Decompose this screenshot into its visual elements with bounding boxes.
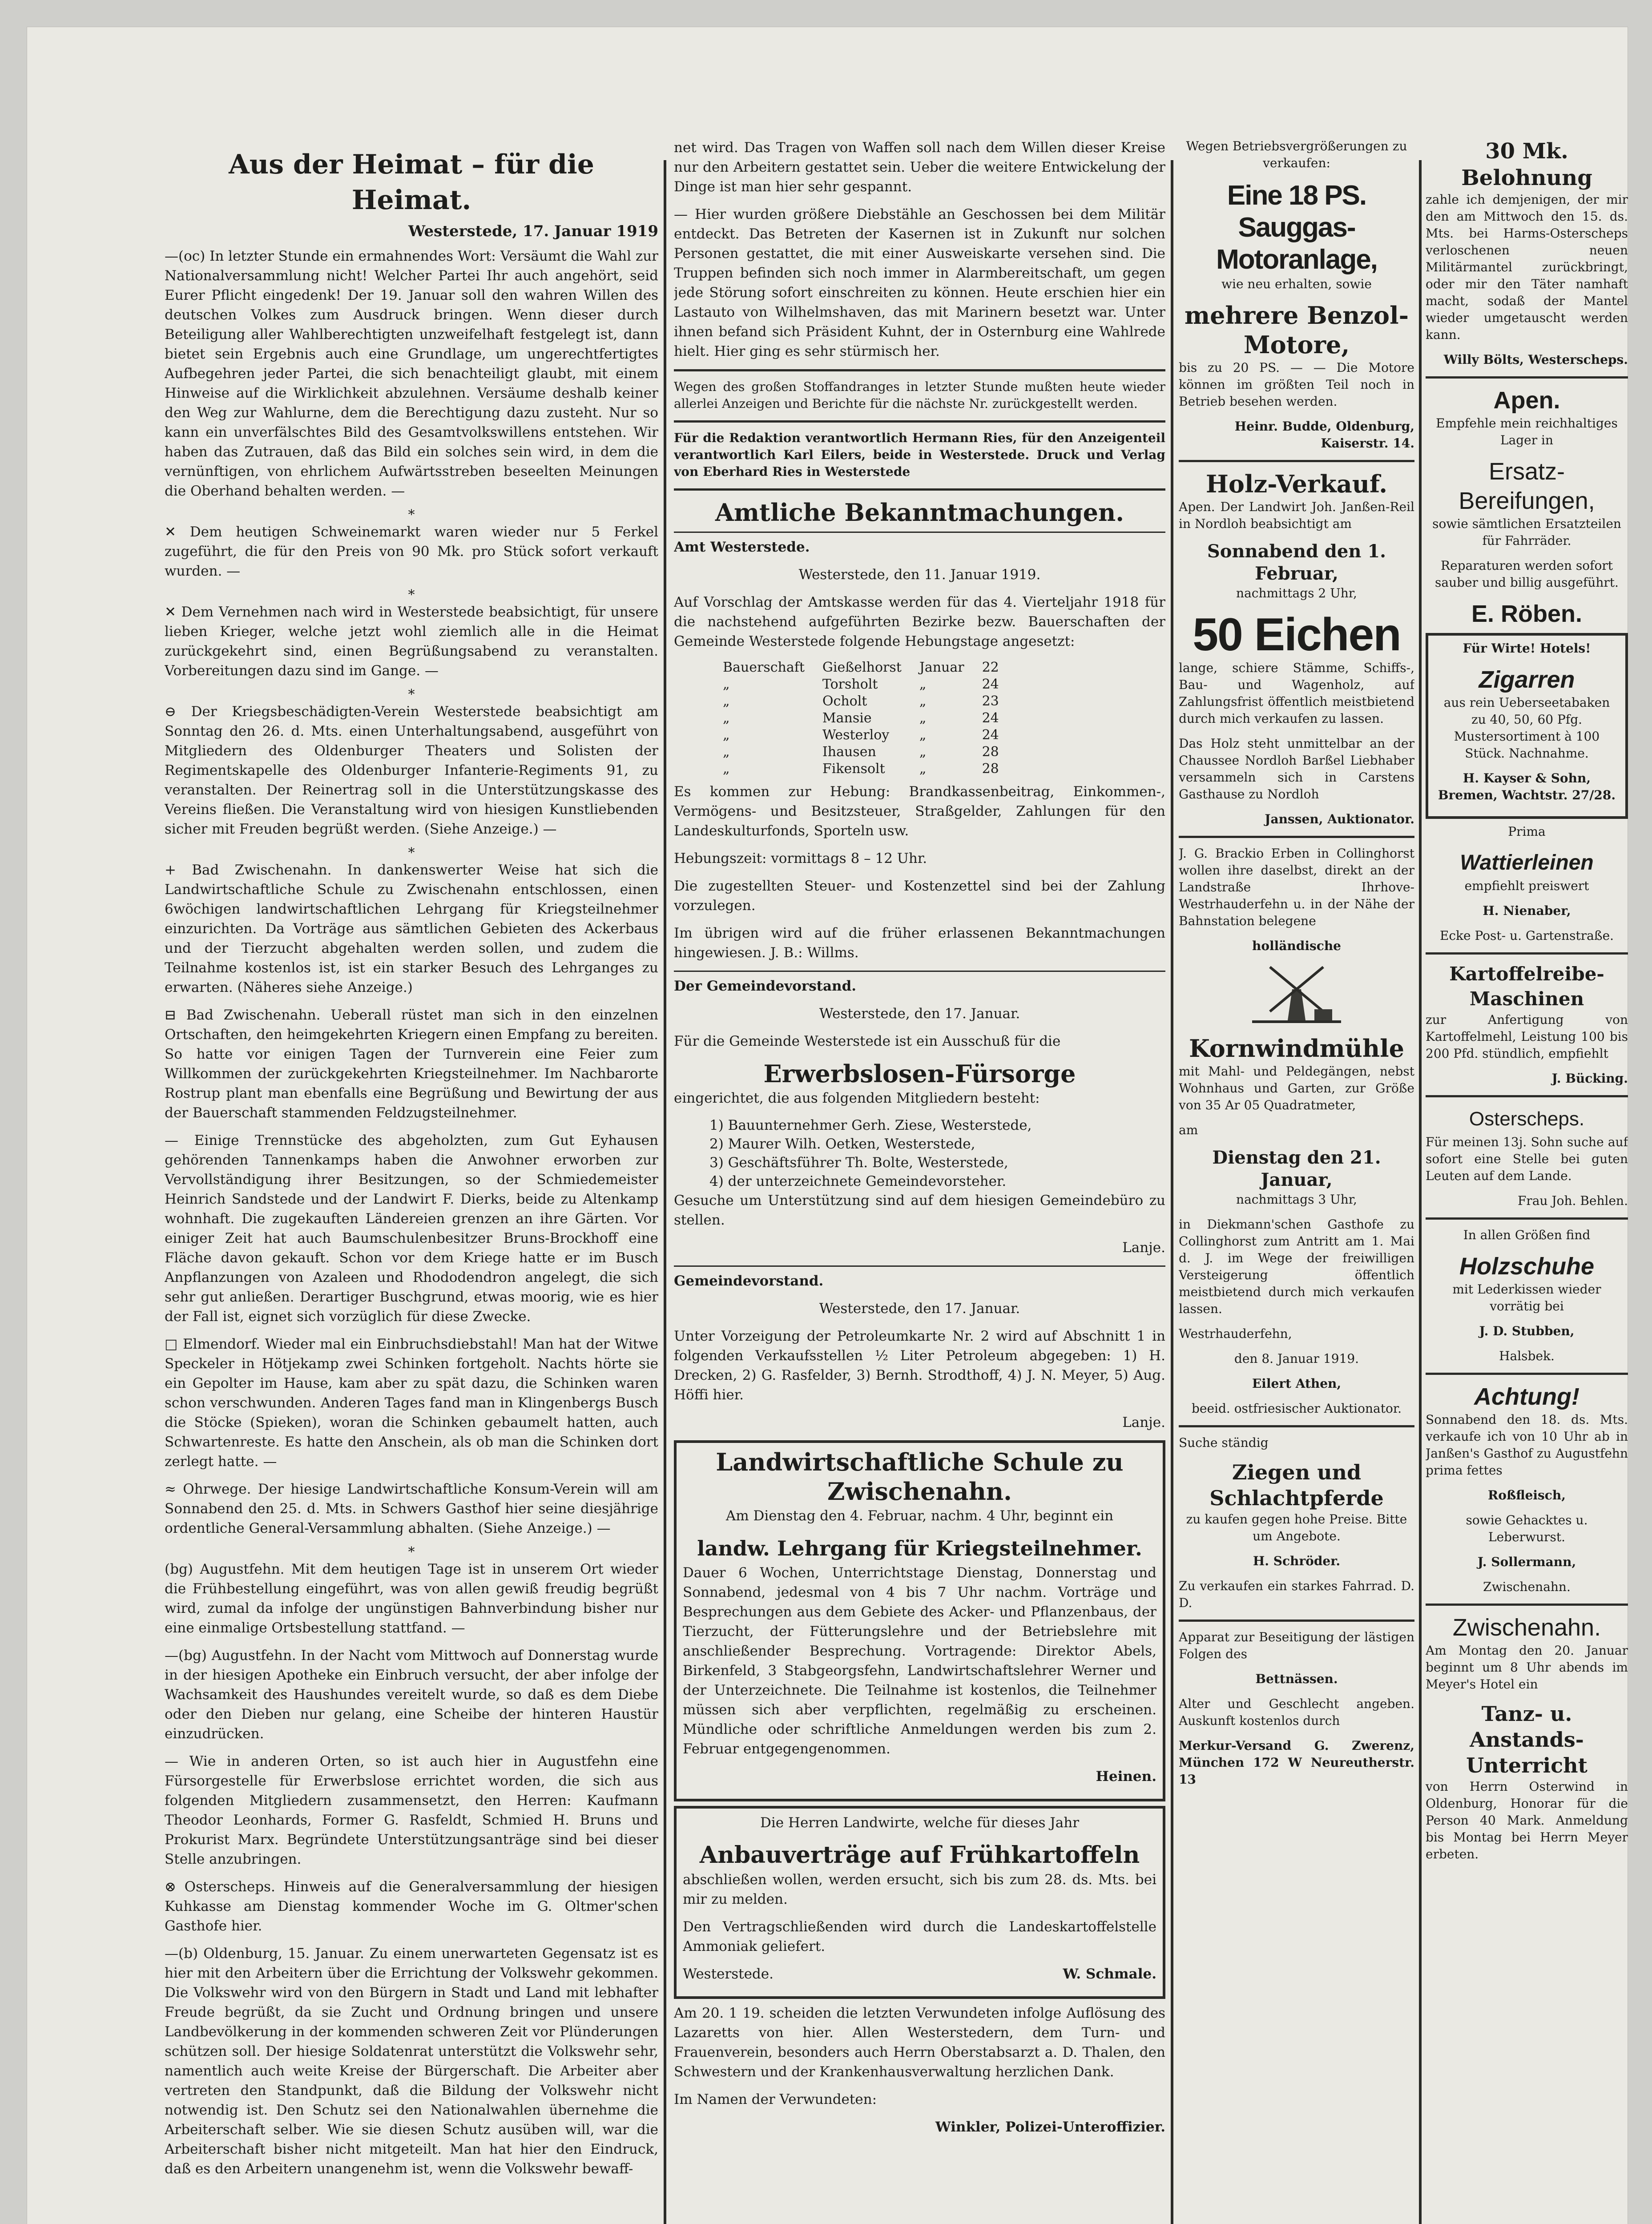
ad-signature: H. Kayser & Sohn, Bremen, Wachtstr. 27/28. — [1438, 771, 1616, 802]
news-paragraph: —(oc) In letzter Stunde ein ermahnendes Wort: Versäumt die Wahl zur Nationalversammlung nicht! Welcher Partei Ihr auch angehört, seid Eurer Pflicht eingedenk! Der 19. Januar soll den wahren Willen des deutschen Volkes zum Ausdruck bringen. Wenn dieser durch Beteiligung aller Wahlberechtigten unzweifelhaft festgelegt ist, dann bietet sein Ergebnis auch eine Grundlage, um ungerechtfertigtes Aufbegehren jeder Partei, die sich benachteiligt glaubt, mit einem Hinweise auf die Wirklichkeit abzulehnen. Versäume deshalb keiner den Weg zur Wahlurne, dem die Berechtigung dazu zusteht. Nur so kann ein unverfälschtes Bild des Gesamtvolkswillens entstehen. Wir haben das Zutrauen, daß das Bild ein solches sein wird, in dem die vernünftigen, von ehrlichem Aufwärtsstreben beseelten Meinungen die Oberhand behalten werden. — — [165, 248, 658, 499]
divider — [674, 532, 1165, 533]
ad-title: Zigarren — [1479, 666, 1575, 693]
ad-signature: J. D. Stubben, — [1479, 1324, 1575, 1338]
school-ad — [674, 1440, 1165, 1801]
ad-signature: J. Sollermann, — [1477, 1555, 1576, 1569]
divider — [674, 369, 1165, 371]
ad-text: Empfehle mein reichhaltiges Lager in — [1436, 416, 1618, 447]
ad-text: Westrhauderfehn, — [1179, 1326, 1292, 1341]
ad-title: Ersatz-Bereifungen, — [1459, 458, 1595, 514]
ad-text: mit Lederkissen wieder vorrätig bei — [1452, 1282, 1601, 1313]
divider — [674, 971, 1165, 972]
ad-text: Roßfleisch, — [1488, 1488, 1566, 1503]
newspaper-page — [27, 27, 1628, 2224]
ad-title: Holzschuhe — [1459, 1253, 1595, 1280]
list-item: 1) Bauunternehmer Gerh. Ziese, Westerstede, — [709, 1117, 1032, 1133]
divider — [1179, 1425, 1414, 1427]
news-paragraph: ✕ Dem Vernehmen nach wird in Westerstede beabsichtigt, für unsere lieben Krieger, welche jetzt wohl ziemlich alle in die Heimat zurückgekehrt sind, einen Begrüßungsabend zu veranstalten. Vorbereitungen dazu sind im Gange. — — [165, 604, 658, 679]
notice-text: Auf Vorschlag der Amtskasse werden für das 4. Vierteljahr 1918 für die nachstehend aufgeführten Bezirke bezw. Bauerschaften der Gemeinde Westerstede folgende Hebungstage angesetzt: — [674, 594, 1165, 649]
news-paragraph: net wird. Das Tragen von Waffen soll nach dem Willen dieser Kreise nur den Arbeitern gestattet sein. Ueber die weitere Entwickelung der Dinge ist man hier sehr gespannt. — [674, 140, 1165, 195]
divider — [1426, 1604, 1628, 1606]
divider — [1426, 952, 1628, 955]
table-row: „ Westerloy „ 24 — [723, 727, 999, 743]
news-paragraph: —(b) Oldenburg, 15. Januar. Zu einem unerwarteten Gegensatz ist es hier mit den Arbeitern über die Errichtung der Volkswehr gekommen. Die Volkswehr wird von den Bürgern in Stadt und Land mit lebhafter Freude begrüßt, da sie Zucht und Ordnung bringen und unsere Landbevölkerung in der kommenden schweren Zeit vor Plünderungen schützen soll. Der hiesige Soldatenrat unterstützt die Volkswehr sehr, namentlich auch weite Kreise der Bürgerschaft. Die Arbeiter aber vertreten den Standpunkt, daß die Bildung der Volkswehr nicht notwendig ist. Den Schutz sei den Nationalwahlen übernehme die Arbeiterschaft selber. Wie sie diesen Schutz ausüben will, war die Arbeiterschaft bisher nicht mitgeteilt. Man hat hier den Eindruck, daß es den Arbeitern unangenehm ist, wenn die Volkswehr bewaff- — [165, 1946, 658, 2177]
notice-text: Gesuche um Unterstützung sind auf dem hiesigen Gemeindebüro zu stellen. — [674, 1193, 1165, 1228]
ad-title: landw. Lehrgang für Kriegsteilnehmer. — [697, 1536, 1142, 1560]
ad-title: Tanz- u. Anstands-Unterricht — [1466, 1702, 1588, 1777]
ad-text: Die Herren Landwirte, welche für dieses Jahr — [760, 1815, 1080, 1831]
ad-text: Dauer 6 Wochen, Unterrichtstage Dienstag, Donnerstag und Sonnabend, jedesmal von 4 bis 7 Uhr nachm. Vorträge und Besprechungen aus dem Gebiete des Acker- und Pflanzenbaus, der Tierzucht, der Fütterungslehre und der Betriebslehre mit anschließender Besprechung. Vortragende: Direktor Abels, Birkenfeld, 3 Stabgeorgsfehn, Landwirtschaftslehrer Werner und der Unterzeichnete. Die Teilnahme ist kostenlos, die Teilnehmer müssen sich aber verpflichten, regelmäßig zu erscheinen. Mündliche oder schriftliche Anmeldungen werden bis zum 2. Februar entgegengenommen. — [683, 1565, 1156, 1757]
ad-title: Achtung! — [1474, 1383, 1579, 1410]
notice-text: Im übrigen wird auf die früher erlassenen Bekanntmachungen hingewiesen. J. B.: Willms. — [674, 925, 1165, 961]
table-row: „ Ocholt „ 23 — [723, 693, 999, 709]
ad-text: In allen Größen find — [1463, 1228, 1591, 1242]
editorial-notice: Wegen des großen Stoffandranges in letzter Stunde mußten heute wieder allerlei Anzeigen und Berichte für die nächste Nr. zurückgestellt werden. — [674, 379, 1165, 411]
ad-text: zahle ich demjenigen, der mir den am Mittwoch den 15. ds. Mts. bei Harms-Osterscheps verloschenen neuen Militärmantel zurückbringt, oder mir den Täter namhaft macht, sodaß der Mantel wieder umgetauscht werden kann. — [1426, 192, 1628, 342]
ad-signature: H. Schröder. — [1253, 1554, 1341, 1568]
official-notices-title: Amtliche Bekanntmachungen. — [715, 498, 1124, 527]
notice-heading: Gemeindevorstand. — [674, 1273, 824, 1289]
ad-text: Suche ständig — [1179, 1435, 1269, 1450]
ad-text: Prima — [1508, 824, 1546, 839]
news-paragraph: — Wie in anderen Orten, so ist auch hier in Augustfehn eine Fürsorgestelle für Erwerbslose errichtet worden, die sich aus folgenden Mitgliedern zusammensetzt, den Herren: Kaufmann Theodor Leonhards, Former G. Rasfeldt, Schmied H. Bruns und Prokurist Marx. Begründete Unterstützungsanträge sind bei dieser Stelle anzubringen. — [165, 1753, 658, 1867]
separator-star-icon: * — [408, 507, 415, 523]
ad-title: 50 Eichen — [1193, 609, 1401, 661]
column-official — [674, 138, 1165, 2145]
ad-text: Wegen Betriebsvergrößerungen zu verkaufen: — [1186, 139, 1407, 170]
ad-title: Kornwindmühle — [1189, 1034, 1405, 1063]
notice-text: Hebungszeit: vormittags 8 – 12 Uhr. — [674, 850, 927, 866]
list-item: 2) Maurer Wilh. Oetken, Westerstede, — [709, 1136, 975, 1152]
list-item: 4) der unterzeichnete Gemeindevorsteher. — [709, 1173, 1007, 1189]
ad-signature: Janssen, Auktionator. — [1265, 812, 1414, 826]
ad-date: Sonnabend den 1. Februar, — [1207, 541, 1386, 584]
ad-text: mit Mahl- und Peldegängen, nebst Wohnhaus und Garten, zur Größe von 35 Ar 05 Quadratmeter, — [1179, 1064, 1414, 1112]
ad-text: holländische — [1252, 939, 1341, 953]
column-ads-b — [1426, 138, 1628, 1871]
notice-text: Für die Gemeinde Westerstede ist ein Ausschuß für die — [674, 1033, 1061, 1049]
notice-date: Westerstede, den 17. Januar. — [819, 1301, 1020, 1317]
ad-text: sowie Gehacktes u. Leberwurst. — [1466, 1513, 1588, 1544]
notice-date: Westerstede, den 17. Januar. — [819, 1006, 1020, 1022]
ad-text: Apen. Der Landwirt Joh. Janßen-Reil in Nordloh beabsichtigt am — [1179, 500, 1414, 531]
ad-signature: Merkur-Versand G. Zwerenz, München 172 W Neureutherstr. 13 — [1179, 1738, 1414, 1787]
ad-text: Zwischenahn. — [1483, 1579, 1571, 1594]
table-row: „ Mansie „ 24 — [723, 710, 999, 726]
ad-title: Wattierleinen — [1460, 851, 1594, 874]
ad-text: wie neu erhalten, sowie — [1221, 277, 1372, 291]
news-paragraph: ⊖ Der Kriegsbeschädigten-Verein Westerstede beabsichtigt am Sonntag den 26. d. Mts. einen Unterhaltungsabend, ausgeführt von Mitgliedern des Oldenburger Theaters und Solisten der Regimentskapelle des Oldenburger Infanterie-Regiments 91, zu veranstalten. Der Reinertrag soll in die Unterstützungskasse des Vereins fließen. Die Veranstaltung wird von hiesigen Kunstliebenden sicher mit Freuden begrüßt werden. (Siehe Anzeige.) — — [165, 704, 658, 837]
ad-text: J. G. Brackio Erben in Collinghorst wollen ihre daselbst, direkt an der Landstraße Ihrhove-Westrhauderfehn u. in der Nähe der Bahnstation belegene — [1179, 846, 1414, 928]
table-row: Bauerschaft Gießelhorst Januar 22 — [723, 660, 999, 675]
dateline: Westerstede, 17. Januar 1919 — [408, 222, 658, 240]
divider — [1426, 1217, 1628, 1220]
ad-text: nachmittags 2 Uhr, — [1236, 586, 1357, 600]
ad-text: Reparaturen werden sofort sauber und billig ausgeführt. — [1435, 558, 1619, 590]
ad-title: Eine 18 PS. Sauggas-Motoranlage, — [1216, 180, 1377, 275]
ad-text: empfiehlt preiswert — [1464, 878, 1589, 893]
notice-heading: Der Gemeindevorstand. — [674, 978, 857, 994]
ad-text: Für meinen 13j. Sohn suche auf sofort eine Stelle bei guten Leuten auf dem Lande. — [1426, 1135, 1628, 1183]
ad-signature: E. Röben. — [1471, 600, 1582, 627]
notice-date: Westerstede, den 11. Januar 1919. — [798, 567, 1041, 583]
divider — [674, 488, 1165, 491]
ad-text: Apparat zur Beseitigung der lästigen Folgen des — [1179, 1630, 1414, 1661]
ad-text: beeid. ostfriesischer Auktionator. — [1191, 1401, 1402, 1416]
separator-star-icon: * — [408, 845, 415, 861]
notice-heading: Amt Westerstede. — [674, 539, 810, 555]
ad-text: Alter und Geschlecht angeben. Auskunft kostenlos durch — [1179, 1696, 1414, 1728]
member-list — [709, 1116, 1165, 1191]
potato-ad — [674, 1806, 1165, 1999]
list-item: 3) Geschäftsführer Th. Bolte, Westerstede, — [709, 1155, 1008, 1171]
news-paragraph: ⊗ Osterscheps. Hinweis auf die Generalversammlung der hiesigen Kuhkasse am Dienstag kommender Woche im G. Oltmer'schen Gasthofe hier. — [165, 1879, 658, 1934]
separator-star-icon: * — [408, 1544, 415, 1560]
ad-text: von Herrn Osterwind in Oldenburg, Honorar für die Person 40 Mark. Anmeldung bis Montag bei Herrn Meyer erbeten. — [1426, 1779, 1628, 1861]
ad-text: zur Anfertigung von Kartoffelmehl, Leistung 100 bis 200 Pfd. stündlich, empfiehlt — [1426, 1012, 1628, 1061]
ad-signature: Eilert Athen, — [1252, 1376, 1342, 1391]
ad-signature: J. Bücking. — [1551, 1071, 1628, 1086]
ad-signature: Frau Joh. Behlen. — [1518, 1193, 1628, 1208]
notice-signature: Lanje. — [1122, 1240, 1165, 1256]
divider — [1179, 836, 1414, 838]
table-row: „ Torsholt „ 24 — [723, 677, 999, 692]
table-row: „ Fikensolt „ 28 — [723, 761, 999, 777]
news-paragraph: ⊟ Bad Zwischenahn. Ueberall rüstet man sich in den einzelnen Ortschaften, den heimgekehrten Kriegern einen Empfang zu bereiten. So hatte vor einigen Tagen der Turnverein eine Feier zum Willkommen der zurückgekehrten Kriegsteilnehmer. Im Nachbarorte Rostrup plant man ebenfalls eine Begrüßung und Bewirtung der aus der Bauerschaft stammenden Feldzugsteilnehmer. — [165, 1007, 658, 1121]
ad-text: Für Wirte! Hotels! — [1463, 641, 1591, 656]
news-paragraph: □ Elmendorf. Wieder mal ein Einbruchsdiebstahl! Man hat der Witwe Speckeler in Hötjekamp zwei Schinken fortgeholt. Nachts hörte sie ein Gepolter im Hause, kam aber zu spät dazu, die Schinken waren schon verschwunden. Anderen Tages fand man in Klingenbergs Busch die Stöcke (Spieken), woran die Schinken gebaumelt hatten, auch Schwartenreste. Es hatte den Anschein, als ob man die Schinken dort zerlegt hatte. — — [165, 1336, 658, 1470]
section-heading: Aus der Heimat – für die Heimat. — [229, 149, 594, 216]
separator-star-icon: * — [408, 587, 415, 603]
ad-title: Zwischenahn. — [1452, 1614, 1601, 1641]
notice-text: Es kommen zur Hebung: Brandkassenbeitrag, Einkommen-, Vermögens- und Besitzsteuer, Straßgelder, Zahlungen für den Landeskulturfonds, Sporteln usw. — [674, 784, 1165, 839]
ad-text: Den Vertragschließenden wird durch die Landeskartoffelstelle Ammoniak geliefert. — [683, 1919, 1156, 1954]
thanks-text: Am 20. 1 19. scheiden die letzten Verwundeten infolge Auflösung des Lazaretts von hier. Allen Westerstedern, dem Turn- und Frauenverein, besonders auch Herrn Oberstabsarzt a. D. Thalen, den Schwestern und der Krankenhausverwaltung herzlichen Dank. — [674, 2005, 1165, 2080]
table-row: „ Ihausen „ 28 — [723, 744, 999, 760]
ad-text: Sonnabend den 18. ds. Mts. verkaufe ich von 10 Uhr ab in Janßen's Gasthof zu Augustfehn prima fettes — [1426, 1412, 1628, 1478]
ad-date: Dienstag den 21. Januar, — [1212, 1147, 1381, 1190]
windmill-icon — [1252, 963, 1341, 1029]
news-paragraph: — Hier wurden größere Diebstähle an Geschossen bei dem Militär entdeckt. Das Betreten der Kasernen ist in Zukunft nur solchen Personen gestattet, die mit einer Ausweiskarte versehen sind. Die Truppen befinden sich noch immer in Alarmbereitschaft, um gegen jede Störung sofort einschreiten zu können. Heute erschien hier ein Lastauto von Wilhelmshaven, das mit Marinern besetzt war. Unter ihnen befand sich Präsident Kuhnt, der in Osternburg eine Wahlrede hielt. Hier ging es sehr stürmisch her. — [674, 206, 1165, 359]
ad-text: Das Holz steht unmittelbar an der Chaussee Nordloh Barßel Liebhaber versammeln sich in Carstens Gasthause zu Nordloh — [1179, 736, 1414, 802]
ad-title: Kartoffelreibe-Maschinen — [1449, 963, 1604, 1010]
ad-text: in Diekmann'schen Gasthofe zu Collinghorst zum Antritt am 1. Mai d. J. im Wege der freiwilligen Versteigerung öffentlich meistbietend durch mich verkaufen lassen. — [1179, 1217, 1414, 1316]
ad-title: Ziegen und Schlachtpferde — [1209, 1460, 1384, 1510]
collection-days-table — [714, 659, 1008, 778]
separator-star-icon: * — [408, 687, 415, 702]
divider — [674, 1265, 1165, 1267]
ad-text: Halsbek. — [1499, 1349, 1555, 1363]
ad-text: lange, schiere Stämme, Schiffs-, Bau- und Wagenholz, auf Zahlungsfrist öffentlich meistbietend durch mich verkaufen zu lassen. — [1179, 661, 1414, 726]
ad-signature: Willy Bölts, Westerscheps. — [1443, 352, 1628, 367]
column-ads-a — [1179, 138, 1414, 1796]
divider — [1179, 1620, 1414, 1622]
news-paragraph: ✕ Dem heutigen Schweinemarkt waren wieder nur 5 Ferkel zugeführt, die für den Preis von 90 Mk. pro Stück sofort verkauft wurden. — — [165, 524, 658, 579]
divider — [1426, 1373, 1628, 1375]
ad-text: abschließen wollen, werden ersucht, sich bis zum 28. ds. Mts. bei mir zu melden. — [683, 1872, 1156, 1907]
ad-title: mehrere Benzol-Motore, — [1184, 301, 1409, 359]
news-paragraph: ≈ Ohrwege. Der hiesige Landwirtschaftliche Konsum-Verein will am Sonnabend den 25. d. Mts. in Schwers Gasthof hier seine diesjährige ordentliche General-Versammlung abhalten. (Siehe Anzeige.) — — [165, 1481, 658, 1536]
notice-signature: Lanje. — [1122, 1414, 1165, 1430]
impressum: Für die Redaktion verantwortlich Hermann Ries, für den Anzeigenteil verantwortlich Karl Eilers, beide in Westerstede. Druck und Verlag von Eberhard Ries in Westerstede — [674, 431, 1165, 479]
thanks-signature: Winkler, Polizei-Unteroffizier. — [935, 2119, 1165, 2135]
ad-signature: H. Nienaber, — [1483, 903, 1571, 918]
notice-title: Erwerbslosen-Fürsorge — [763, 1060, 1076, 1088]
ad-text: am — [1179, 1123, 1198, 1137]
ad-text: aus rein Ueberseetabaken zu 40, 50, 60 Pfg. Mustersortiment à 100 Stück. Nachnahme. — [1443, 695, 1610, 761]
ad-text: sowie sämtlichen Ersatzteilen für Fahrräder. — [1432, 516, 1621, 548]
news-paragraph: (bg) Augustfehn. Mit dem heutigen Tage ist in unserem Ort wieder die Frühbestellung eingeführt, was von allen gewiß freudig begrüßt wird, zumal da infolge der ungünstigen Bahnverbindung bisher nur eine einmalige Ortsbestellung stattfand. — — [165, 1561, 658, 1636]
news-paragraph: —(bg) Augustfehn. In der Nacht vom Mittwoch auf Donnerstag wurde in der hiesigen Apotheke ein Einbruch versucht, der aber infolge der Wachsamkeit des Haushundes vereitelt wurde, so daß es dem Diebe oder den Dieben nur gelang, eine Scheibe der hinteren Haustür einzudrücken. — [165, 1648, 658, 1742]
notice-text: eingerichtet, die aus folgenden Mitgliedern besteht: — [674, 1090, 1040, 1106]
column-rule — [1419, 160, 1422, 2224]
divider — [674, 420, 1165, 423]
ad-text: nachmittags 3 Uhr, — [1236, 1192, 1357, 1207]
ad-title: Osterscheps. — [1469, 1108, 1585, 1130]
column-rule — [1171, 160, 1173, 2224]
thanks-text: Im Namen der Verwundeten: — [674, 2091, 877, 2107]
ad-text: Am Dienstag den 4. Februar, nachm. 4 Uhr, beginnt ein — [725, 1508, 1114, 1524]
column-local-news — [165, 138, 658, 2187]
news-paragraph: — Einige Trennstücke des abgeholzten, zum Gut Eyhausen gehörenden Tannenkamps haben die Anwohner erworben zur Vervollständigung ihrer Besitzungen, so der Schmiedemeister Heinrich Sandstede und der Landwirt F. Dierks, beide zu Altenkamp wohnhaft. Die zugekauften Ländereien grenzen an ihre Gärten. Vor einiger Zeit hat auch Baumschulenbesitzer Bruns-Brockhoff eine Fläche davon gekauft. Schon vor dem Kriege hatte er im Busch Anpflanzungen von Azaleen und Rhododendron angelegt, die sich sehr gut anließen. Derartiger Buschgrund, etwas moorig, wie es hier der Fall ist, eignet sich vorzüglich für diese Zwecke. — [165, 1132, 658, 1325]
ad-text: Am Montag den 20. Januar beginnt um 8 Uhr abends im Meyer's Hotel ein — [1426, 1643, 1628, 1692]
cigar-ad — [1426, 633, 1628, 819]
news-paragraph: + Bad Zwischenahn. In dankenswerter Weise hat sich die Landwirtschaftliche Schule zu Zwischenahn entschlossen, einen 6wöchigen landwirtschaftlichen Lehrgang für Kriegsteilnehmer einzurichten. Da Vorträge aus sämtlichen Gebieten des Ackerbaus und der Tierzucht abgehalten werden sollen, und zudem die Teilnahme kostenlos ist, ist ein starker Besuch des Lehrganges zu erwarten. (Näheres siehe Anzeige.) — [165, 862, 658, 995]
ad-text: Zu verkaufen ein starkes Fahrrad. D. D. — [1179, 1579, 1414, 1610]
ad-text: Westerstede. W. Schmale. — [683, 1966, 1156, 1982]
column-rule — [664, 160, 666, 2224]
divider — [1426, 376, 1628, 379]
ad-title: Landwirtschaftliche Schule zu Zwischenahn. — [716, 1448, 1124, 1506]
ad-title: Apen. — [1493, 387, 1560, 414]
notice-text: Unter Vorzeigung der Petroleumkarte Nr. 2 wird auf Abschnitt 1 in folgenden Verkaufsstellen ½ Liter Petroleum abgegeben: 1) H. Drecken, 2) G. Rasfelder, 3) Bernh. Strodthoff, 4) J. N. Meyer, 5) Aug. Höffi hier. — [674, 1328, 1165, 1403]
ad-title: 30 Mk. Belohnung — [1461, 139, 1592, 190]
ad-title: Anbauverträge auf Frühkartoffeln — [699, 1841, 1140, 1869]
ad-text: zu kaufen gegen hohe Preise. Bitte um Angebote. — [1186, 1512, 1407, 1543]
ad-text: Ecke Post- u. Gartenstraße. — [1439, 928, 1614, 943]
ad-text: bis zu 20 PS. — — Die Motore können im größten Teil noch in Betrieb besehen werden. — [1179, 360, 1414, 409]
divider — [1426, 1095, 1628, 1097]
ad-signature: Heinen. — [1096, 1769, 1156, 1785]
notice-text: Die zugestellten Steuer- und Kostenzettel sind bei der Zahlung vorzulegen. — [674, 878, 1165, 914]
divider — [1179, 460, 1414, 462]
ad-title: Bettnässen. — [1255, 1672, 1338, 1686]
ad-signature: Heinr. Budde, Oldenburg, Kaiserstr. 14. — [1234, 419, 1414, 451]
ad-title: Holz-Verkauf. — [1205, 470, 1388, 498]
ad-text: den 8. Januar 1919. — [1234, 1351, 1359, 1366]
